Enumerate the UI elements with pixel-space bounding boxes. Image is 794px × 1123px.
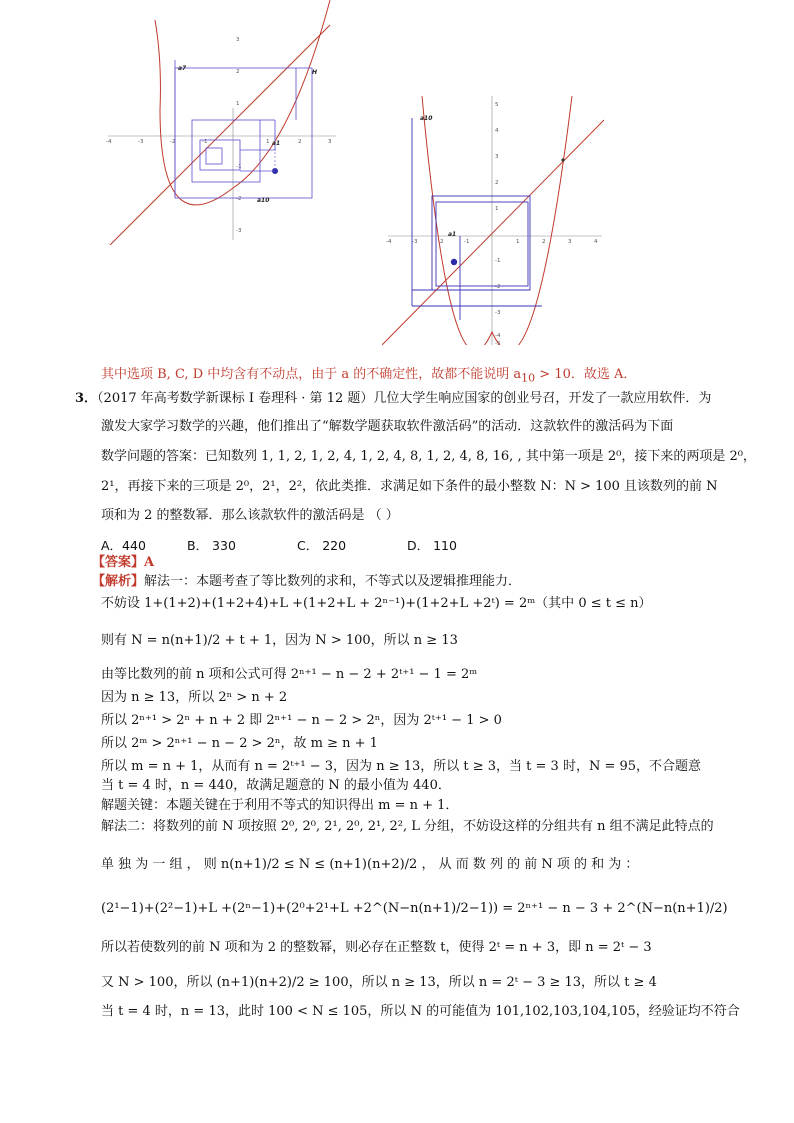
option-a: A．440 — [101, 538, 146, 553]
svg-text:-2: -2 — [236, 196, 242, 202]
problem-line-5: 项和为 2 的整数幂．那么该款软件的激活码是 （ ） — [101, 508, 399, 523]
cobweb-path — [175, 60, 312, 198]
solution-line-3: 由等比数列的前 n 项和公式可得 2ⁿ⁺¹ − n − 2 + 2ᵗ⁺¹ − 1 = 2ᵐ — [101, 667, 478, 682]
svg-text:-1: -1 — [236, 164, 242, 170]
problem-number: 3． — [75, 391, 98, 406]
conclusion-line — [101, 366, 636, 388]
svg-text:-3: -3 — [495, 310, 501, 316]
svg-text:a10: a10 — [257, 197, 270, 204]
method2-line-6: 当 t = 4 时，n = 13，此时 100 < N ≤ 105，所以 N 的可能值为 101,102,103,104,105，经验证均不符合 — [101, 1004, 740, 1019]
svg-text:3: 3 — [568, 239, 572, 245]
svg-text:5: 5 — [495, 102, 499, 108]
svg-text:-3: -3 — [138, 139, 144, 145]
solution-line-2: 则有 N = n(n+1)/2 + t + 1，因为 N > 100，所以 n ≥ 13 — [101, 633, 458, 648]
svg-text:H: H — [312, 69, 318, 76]
identity-line — [382, 120, 604, 345]
svg-text:2: 2 — [542, 239, 546, 245]
conclusion-text: 其中选项 B, C, D 中均含有不动点，由于 a 的不确定性，故都不能说明 a — [101, 367, 522, 382]
svg-text:a7: a7 — [178, 65, 187, 72]
svg-text:-5: -5 — [495, 341, 501, 345]
svg-text:-4: -4 — [495, 333, 501, 339]
start-point — [451, 259, 457, 265]
svg-text:1: 1 — [495, 206, 499, 212]
svg-text:a10: a10 — [420, 115, 433, 122]
identity-line — [110, 25, 330, 245]
svg-text:-3: -3 — [412, 239, 418, 245]
svg-text:-1: -1 — [464, 239, 470, 245]
svg-text:2: 2 — [298, 139, 302, 145]
svg-text:-1: -1 — [495, 258, 501, 264]
svg-text:-3: -3 — [236, 228, 242, 234]
option-d: D． 110 — [407, 538, 457, 553]
solution-line-1: 不妨设 1+(1+2)+(1+2+4)+L +(1+2+L + 2ⁿ⁻¹)+(1+2+L +2ᵗ) = 2ᵐ（其中 0 ≤ t ≤ n） — [101, 596, 652, 611]
svg-text:3: 3 — [495, 154, 499, 160]
method2-line-3: (2¹−1)+(2²−1)+L +(2ⁿ−1)+(2⁰+2¹+L +2^(N−n(n+1)/2−1)) = 2ⁿ⁺¹ − n − 3 + 2^(N−n(n+1)/2) — [101, 901, 728, 916]
svg-text:2: 2 — [236, 69, 240, 75]
svg-text:-2: -2 — [495, 284, 501, 290]
analysis-text: 解法一：本题考查了等比数列的求和，不等式以及逻辑推理能力． — [144, 574, 522, 589]
key-point-line: 解题关键：本题关键在于利用不等式的知识得出 m = n + 1． — [101, 798, 459, 813]
answer-label: 【答案】A — [92, 555, 155, 570]
svg-text:-4: -4 — [106, 139, 112, 145]
svg-text:-2: -2 — [438, 239, 444, 245]
solution-line-5: 所以 2ⁿ⁺¹ > 2ⁿ + n + 2 即 2ⁿ⁺¹ − n − 2 > 2ⁿ，因为 2ᵗ⁺¹ − 1 > 0 — [101, 713, 502, 728]
svg-text:3: 3 — [328, 139, 332, 145]
svg-text:-1: -1 — [202, 139, 208, 145]
svg-text:a1: a1 — [448, 231, 457, 238]
conclusion-tail: > 10．故选 A． — [535, 367, 637, 382]
conclusion-subscript: 10 — [521, 371, 536, 385]
svg-text:3: 3 — [236, 37, 240, 43]
solution-line-7: 所以 m = n + 1，从而有 n = 2ᵗ⁺¹ − 3，因为 n ≥ 13，所以 t ≥ 3，当 t = 3 时，N = 95，不合题意 — [101, 759, 702, 774]
fixed-point — [561, 158, 564, 161]
svg-text:a1: a1 — [272, 140, 281, 147]
cobweb-figure-left — [100, 0, 340, 245]
problem-line-3: 数学问题的答案：已知数列 1, 1, 2, 1, 2, 4, 1, 2, 4, 8, 1, 2, 4, 8, 16, , 其中第一项是 2⁰，接下来的两项是 2⁰， — [101, 449, 756, 464]
y-ticks — [495, 102, 501, 345]
svg-text:4: 4 — [594, 239, 598, 245]
method2-line-5: 又 N > 100，所以 (n+1)(n+2)/2 ≥ 100，所以 n ≥ 13，所以 n = 2ᵗ − 3 ≥ 13，所以 t ≥ 4 — [101, 975, 657, 990]
cobweb-path — [412, 118, 542, 320]
svg-text:-4: -4 — [386, 239, 392, 245]
problem-line-2: 激发大家学习数学的兴趣，他们推出了“解数学题获取软件激活码”的活动．这款软件的激活码为下面 — [101, 419, 674, 434]
svg-text:4: 4 — [495, 128, 499, 134]
svg-text:1: 1 — [266, 139, 270, 145]
svg-text:-2: -2 — [170, 139, 176, 145]
option-c: C． 220 — [297, 538, 347, 553]
method2-line-2: 单 独 为 一 组 ， 则 n(n+1)/2 ≤ N ≤ (n+1)(n+2)/2 ， 从 而 数 列 的 前 N 项 的 和 为 ： — [101, 857, 639, 872]
method2-line-4: 所以若使数列的前 N 项和为 2 的整数幂，则必存在正整数 t，使得 2ᵗ = n + 3，即 n = 2ᵗ − 3 — [101, 940, 652, 955]
svg-text:2: 2 — [495, 180, 499, 186]
solution-line-8: 当 t = 4 时，n = 440，故满足题意的 N 的最小值为 440． — [101, 778, 451, 793]
problem-line-1 — [75, 390, 711, 408]
solution-line-4: 因为 n ≥ 13，所以 2ⁿ > n + 2 — [101, 690, 288, 705]
svg-text:1: 1 — [516, 239, 520, 245]
cobweb-figure-right — [382, 0, 604, 345]
method2-line-1: 解法二：将数列的前 N 项按照 2⁰, 2⁰, 2¹, 2⁰, 2¹, 2², L 分组，不妨设这样的分组共有 n 组不满足此特点的 — [101, 819, 714, 834]
analysis-line — [92, 573, 521, 591]
problem-line-4: 2¹，再接下来的三项是 2⁰，2¹，2²，依此类推．求满足如下条件的最小整数 N：N > 100 且该数列的前 N — [101, 479, 718, 494]
option-b: B． 330 — [187, 538, 236, 553]
solution-line-6: 所以 2ᵐ > 2ⁿ⁺¹ − n − 2 > 2ⁿ，故 m ≥ n + 1 — [101, 736, 378, 751]
y-ticks — [236, 37, 242, 234]
svg-text:1: 1 — [236, 101, 240, 107]
problem-text-1: （2017 年高考数学新课标 I 卷理科 · 第 12 题）几位大学生响应国家的创业号召，开发了一款应用软件．为 — [97, 391, 712, 406]
analysis-tag: 【解析】 — [92, 574, 145, 589]
